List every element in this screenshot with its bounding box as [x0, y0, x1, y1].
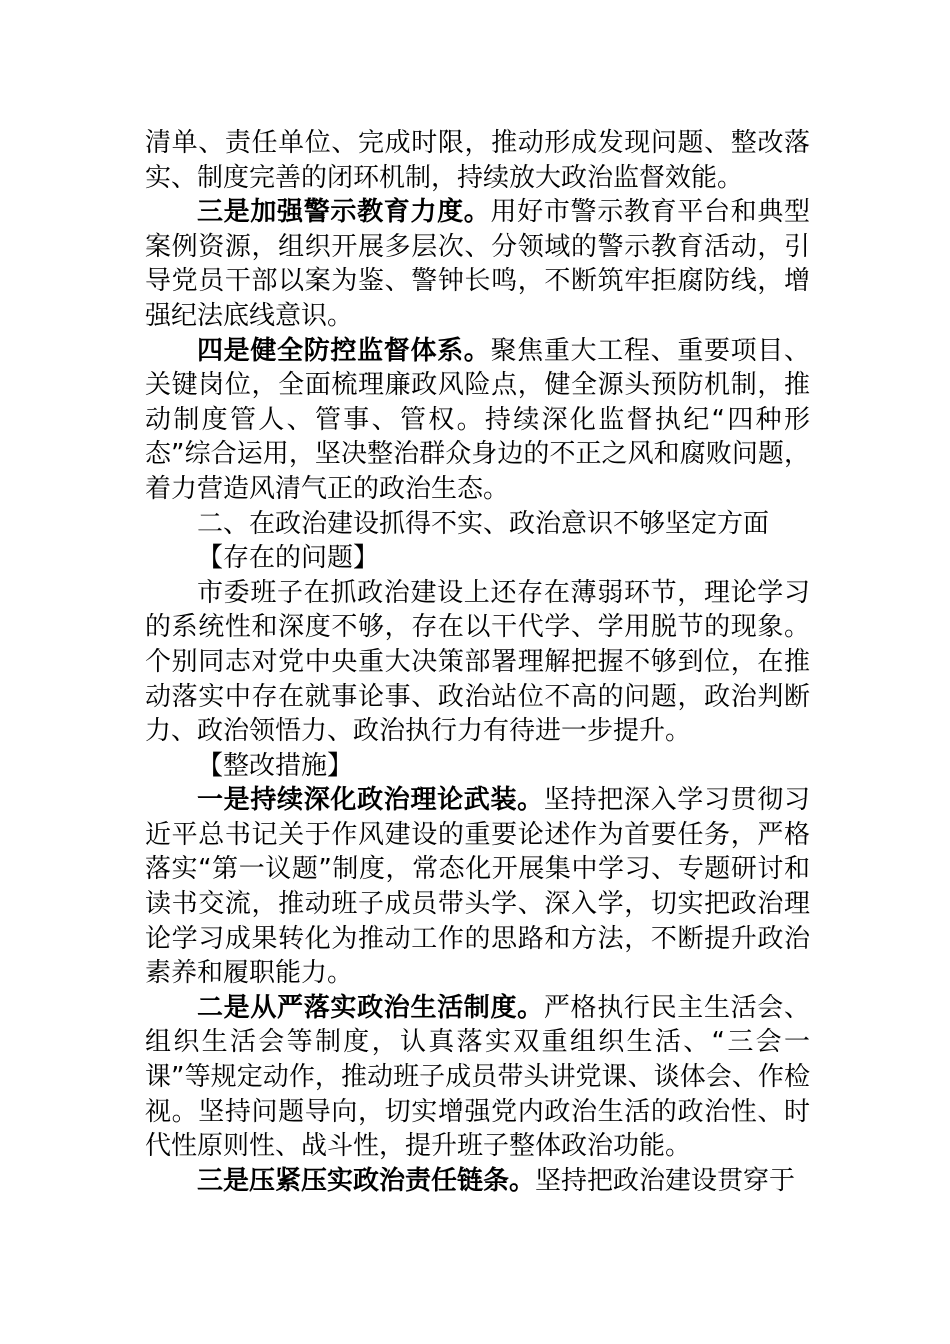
paragraph-text: 坚持把深入学习贯彻习近平总书记关于作风建设的重要论述作为首要任务，严格落实“第一议题”制度，常态化开展集中学习、专题研讨和读书交流，推动班子成员带头学、深入学，切实把政治理论学习成果转化为推动工作的思路和方法，不断提升政治素养和履职能力。: [145, 785, 810, 989]
paragraph-text: 清单、责任单位、完成时限，推动形成发现问题、整改落实、制度完善的闭环机制，持续放大政治监督效能。: [145, 128, 810, 193]
paragraph-lead: 四是健全防控监督体系。: [197, 335, 491, 366]
paragraph-lead: 一是持续深化政治理论武装。: [197, 785, 544, 816]
paragraph-lead: 二是从严落实政治生活制度。: [197, 992, 544, 1023]
section-heading-text: 二、在政治建设抓得不实、政治意识不够坚定方面: [197, 508, 770, 539]
paragraph-problems: [145, 576, 810, 749]
problems-label: [145, 541, 810, 576]
paragraph-text: 市委班子在抓政治建设上还存在薄弱环节，理论学习的系统性和深度不够，存在以干代学、学用脱节的现象。个别同志对党中央重大决策部署理解把握不够到位，在推动落实中存在就事论事、政治站位不高的问题，政治判断力、政治领悟力、政治执行力有待进一步提升。: [145, 577, 810, 747]
measures-label: [145, 749, 810, 784]
paragraph-measure-1-theory: [145, 783, 810, 991]
paragraph-measure-3-warning-education: [145, 195, 810, 333]
measures-label-text: 【整改措施】: [197, 750, 354, 781]
paragraph-text: 用好市警示教育平台和典型案例资源，组织开展多层次、分领域的警示教育活动，引导党员干部以案为鉴、警钟长鸣，不断筑牢拒腐防线，增强纪法底线意识。: [145, 197, 810, 331]
paragraph-text: 坚持把政治建设贯穿于: [535, 1165, 796, 1196]
paragraph-measure-2-political-life: [145, 991, 810, 1164]
problems-label-text: 【存在的问题】: [197, 543, 380, 574]
section-heading-2: [145, 507, 810, 542]
paragraph-lead: 三是加强警示教育力度。: [197, 197, 491, 228]
document-body: [145, 126, 810, 1198]
paragraph-measure-4-supervision-system: [145, 334, 810, 507]
paragraph-text: 聚焦重大工程、重要项目、关键岗位，全面梳理廉政风险点，健全源头预防机制，推动制度管人、管事、管权。持续深化监督执纪“四种形态”综合运用，坚决整治群众身边的不正之风和腐败问题，着力营造风清气正的政治生态。: [145, 335, 810, 504]
paragraph-lead: 三是压紧压实政治责任链条。: [197, 1165, 536, 1196]
paragraph-continued: [145, 126, 810, 195]
paragraph-measure-3-responsibility-chain: [145, 1164, 810, 1199]
paragraph-text: 严格执行民主生活会、组织生活会等制度，认真落实双重组织生活、“三会一课”等规定动作，推动班子成员带头讲党课、谈体会、作检视。坚持问题导向，切实增强党内政治生活的政治性、时代性原则性、战斗性，提升班子整体政治功能。: [145, 992, 810, 1162]
